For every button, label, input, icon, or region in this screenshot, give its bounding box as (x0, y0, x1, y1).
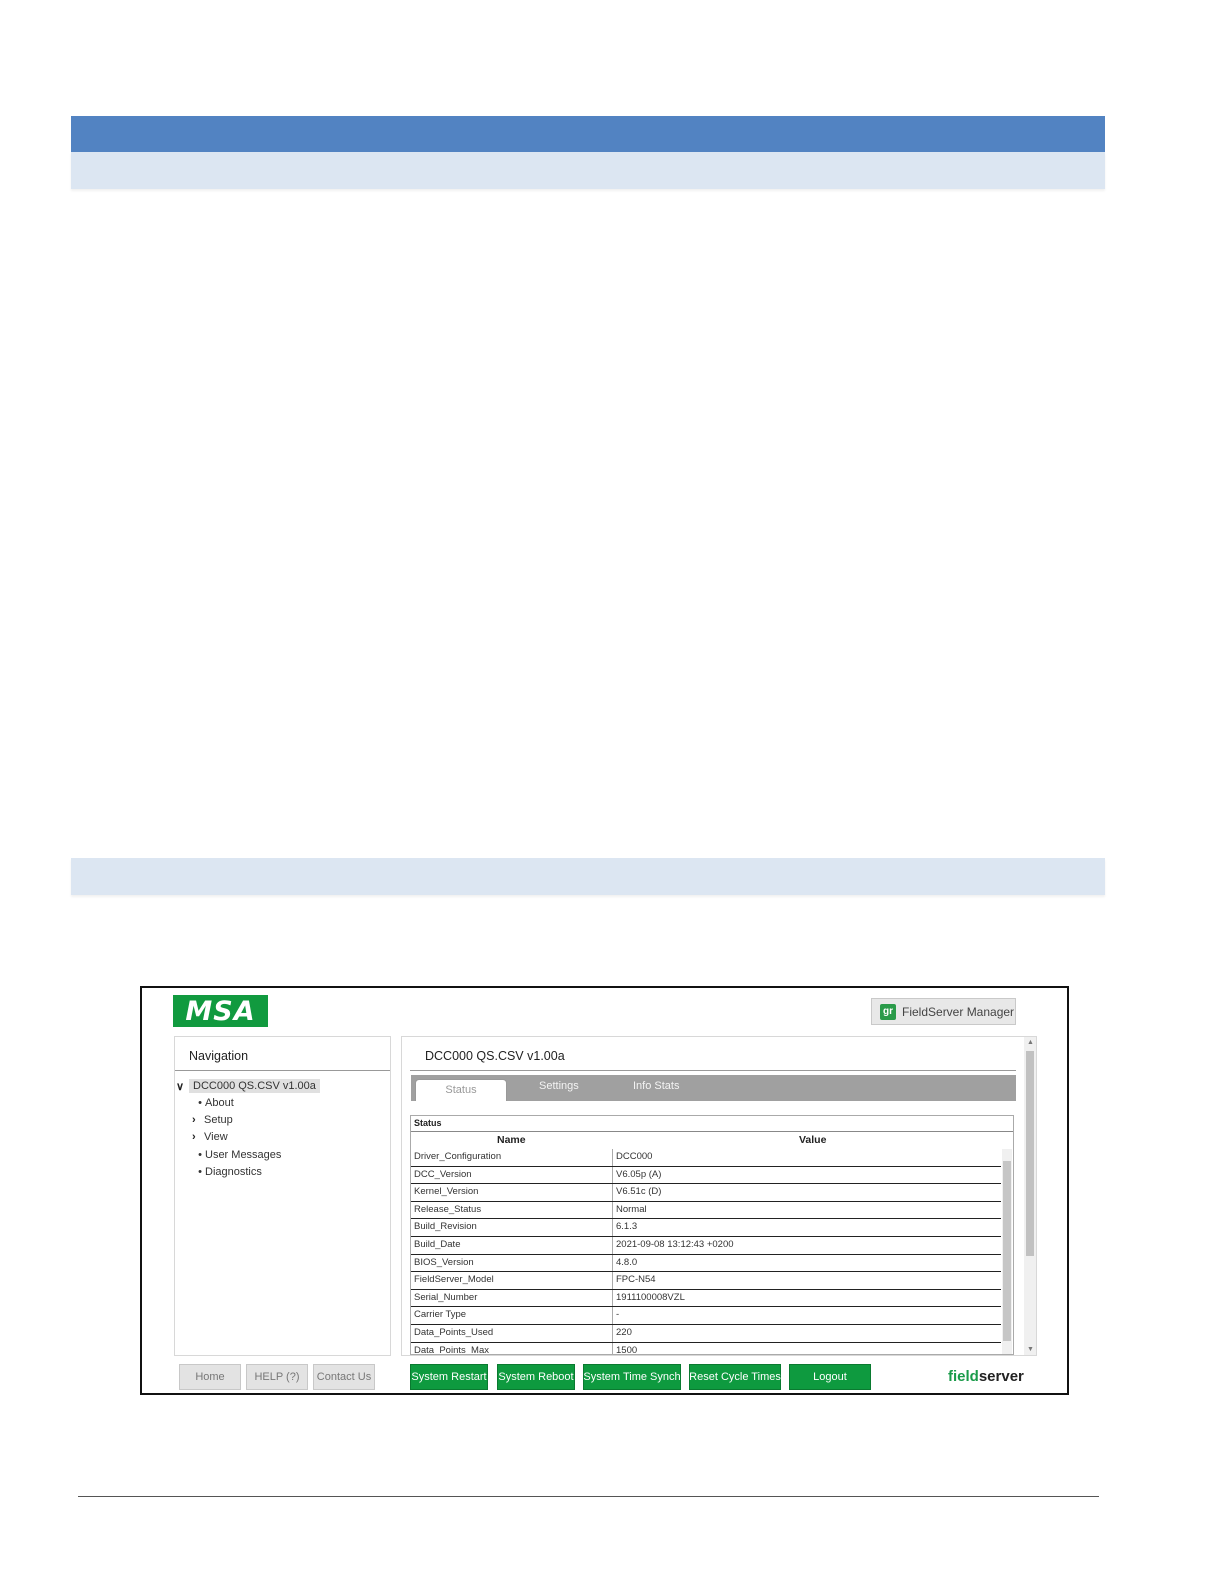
column-separator (612, 1237, 613, 1254)
row-value: DCC000 (616, 1151, 653, 1162)
column-header-value: Value (799, 1134, 827, 1146)
nav-item-label: About (205, 1097, 234, 1109)
nav-item-about[interactable] (195, 1097, 234, 1109)
row-value: Normal (616, 1203, 647, 1215)
bullet-icon: • (198, 1097, 202, 1109)
divider (175, 1070, 390, 1071)
column-separator (612, 1167, 613, 1184)
table-row (411, 1202, 1001, 1220)
content-scrollbar-thumb[interactable] (1026, 1051, 1034, 1256)
row-value: 1911100008VZL (616, 1291, 685, 1303)
table-row (411, 1325, 1001, 1343)
table-row (411, 1167, 1001, 1185)
msa-logo: MSA (173, 995, 268, 1027)
row-name: BIOS_Version (414, 1256, 474, 1268)
section-subheader-bar (71, 152, 1105, 189)
row-value: - (616, 1309, 620, 1321)
page-footer-rule (78, 1496, 1099, 1497)
bullet-icon: • (198, 1166, 202, 1178)
column-separator (612, 1343, 613, 1355)
help-button[interactable]: HELP (?) (246, 1364, 308, 1390)
row-name: Data_Points_Used (414, 1326, 494, 1338)
column-header-name: Name (497, 1134, 526, 1146)
reset-cycle-times-button[interactable]: Reset Cycle Times (689, 1364, 781, 1390)
fieldserver-logo-part2: server (978, 1368, 1024, 1385)
row-name: FieldServer_Model (414, 1274, 494, 1286)
column-separator (612, 1290, 613, 1307)
tab-settings[interactable]: Settings (539, 1080, 579, 1092)
fieldserver-manager-label: FieldServer Manager (902, 1004, 1015, 1019)
row-name: Serial_Number (414, 1291, 478, 1303)
status-table (410, 1115, 1014, 1355)
row-name: Carrier Type (414, 1309, 467, 1321)
column-separator (612, 1325, 613, 1342)
scroll-up-icon[interactable]: ▲ (1027, 1039, 1034, 1046)
column-separator (612, 1219, 613, 1236)
system-reboot-button[interactable]: System Reboot (497, 1364, 575, 1390)
table-row (411, 1290, 1001, 1308)
column-separator (612, 1307, 613, 1324)
nav-item-label: User Messages (205, 1149, 282, 1161)
row-value: V6.51c (D) (616, 1186, 662, 1198)
column-separator (612, 1202, 613, 1219)
fieldserver-logo-part1: field (948, 1368, 979, 1385)
row-value: V6.05p (A) (616, 1168, 662, 1180)
row-name: Release_Status (414, 1203, 482, 1215)
status-heading: Status (414, 1118, 442, 1128)
nav-root-item[interactable] (189, 1079, 320, 1093)
navigation-title: Navigation (189, 1049, 249, 1063)
column-separator (612, 1255, 613, 1272)
nav-item-label: View (204, 1131, 228, 1143)
table-row (411, 1272, 1001, 1290)
column-separator (612, 1184, 613, 1201)
fieldserver-logo (948, 1368, 1024, 1385)
nav-item-label: Setup (204, 1114, 233, 1126)
chevron-right-icon: › (192, 1114, 196, 1126)
fieldserver-manager-icon: gr (880, 1004, 896, 1020)
table-row (411, 1184, 1001, 1202)
table-row (411, 1307, 1001, 1325)
content-scrollbar[interactable] (1024, 1037, 1036, 1355)
row-value: 1500 (616, 1344, 638, 1355)
table-row (411, 1255, 1001, 1273)
nav-item-label: Diagnostics (205, 1166, 262, 1178)
scroll-down-icon[interactable]: ▼ (1027, 1346, 1034, 1353)
row-name: Build_Date (414, 1238, 461, 1250)
table-scrollbar[interactable] (1002, 1149, 1012, 1354)
row-value: FPC-N54 (616, 1274, 656, 1286)
fieldserver-screenshot (140, 986, 1069, 1395)
section-header-bar (71, 116, 1105, 152)
table-row (411, 1149, 1001, 1167)
table-row (411, 1343, 1001, 1355)
nav-item-setup[interactable] (192, 1114, 233, 1126)
table-row (411, 1219, 1001, 1237)
row-name: Driver_Configuration (414, 1151, 502, 1162)
section-subheader-bar-2 (71, 858, 1105, 895)
chevron-down-icon[interactable]: ∨ (176, 1081, 185, 1093)
column-separator (612, 1272, 613, 1289)
system-restart-button[interactable]: System Restart (410, 1364, 488, 1390)
table-row (411, 1237, 1001, 1255)
row-value: 6.1.3 (616, 1221, 638, 1233)
system-time-synch-button[interactable]: System Time Synch (583, 1364, 681, 1390)
nav-item-diagnostics[interactable] (195, 1166, 262, 1178)
tab-info-stats[interactable]: Info Stats (633, 1080, 680, 1092)
tab-bar (411, 1075, 1016, 1101)
tab-status[interactable]: Status (415, 1079, 507, 1101)
row-value: 4.8.0 (616, 1256, 638, 1268)
row-value: 220 (616, 1326, 632, 1338)
status-rows (411, 1149, 1001, 1355)
nav-item-view[interactable] (192, 1131, 228, 1143)
content-panel (401, 1036, 1037, 1356)
nav-root-label: DCC000 QS.CSV v1.00a (193, 1080, 316, 1092)
divider (411, 1131, 1013, 1132)
divider (410, 1070, 1016, 1071)
row-name: DCC_Version (414, 1168, 472, 1180)
chevron-right-icon: › (192, 1131, 196, 1143)
content-title: DCC000 QS.CSV v1.00a (425, 1049, 565, 1063)
row-name: Kernel_Version (414, 1186, 479, 1198)
row-name: Build_Revision (414, 1221, 477, 1233)
contact-us-button[interactable]: Contact Us (313, 1364, 375, 1390)
nav-item-user-messages[interactable] (195, 1149, 281, 1161)
fieldserver-manager-button[interactable] (871, 998, 1016, 1025)
row-name: Data_Points_Max (414, 1344, 489, 1355)
logout-button[interactable]: Logout (789, 1364, 871, 1390)
navigation-panel (174, 1036, 391, 1356)
column-separator (612, 1149, 613, 1166)
table-scrollbar-thumb[interactable] (1003, 1161, 1011, 1341)
bullet-icon: • (198, 1149, 202, 1161)
row-value: 2021-09-08 13:12:43 +0200 (616, 1238, 734, 1250)
home-button[interactable]: Home (179, 1364, 241, 1390)
